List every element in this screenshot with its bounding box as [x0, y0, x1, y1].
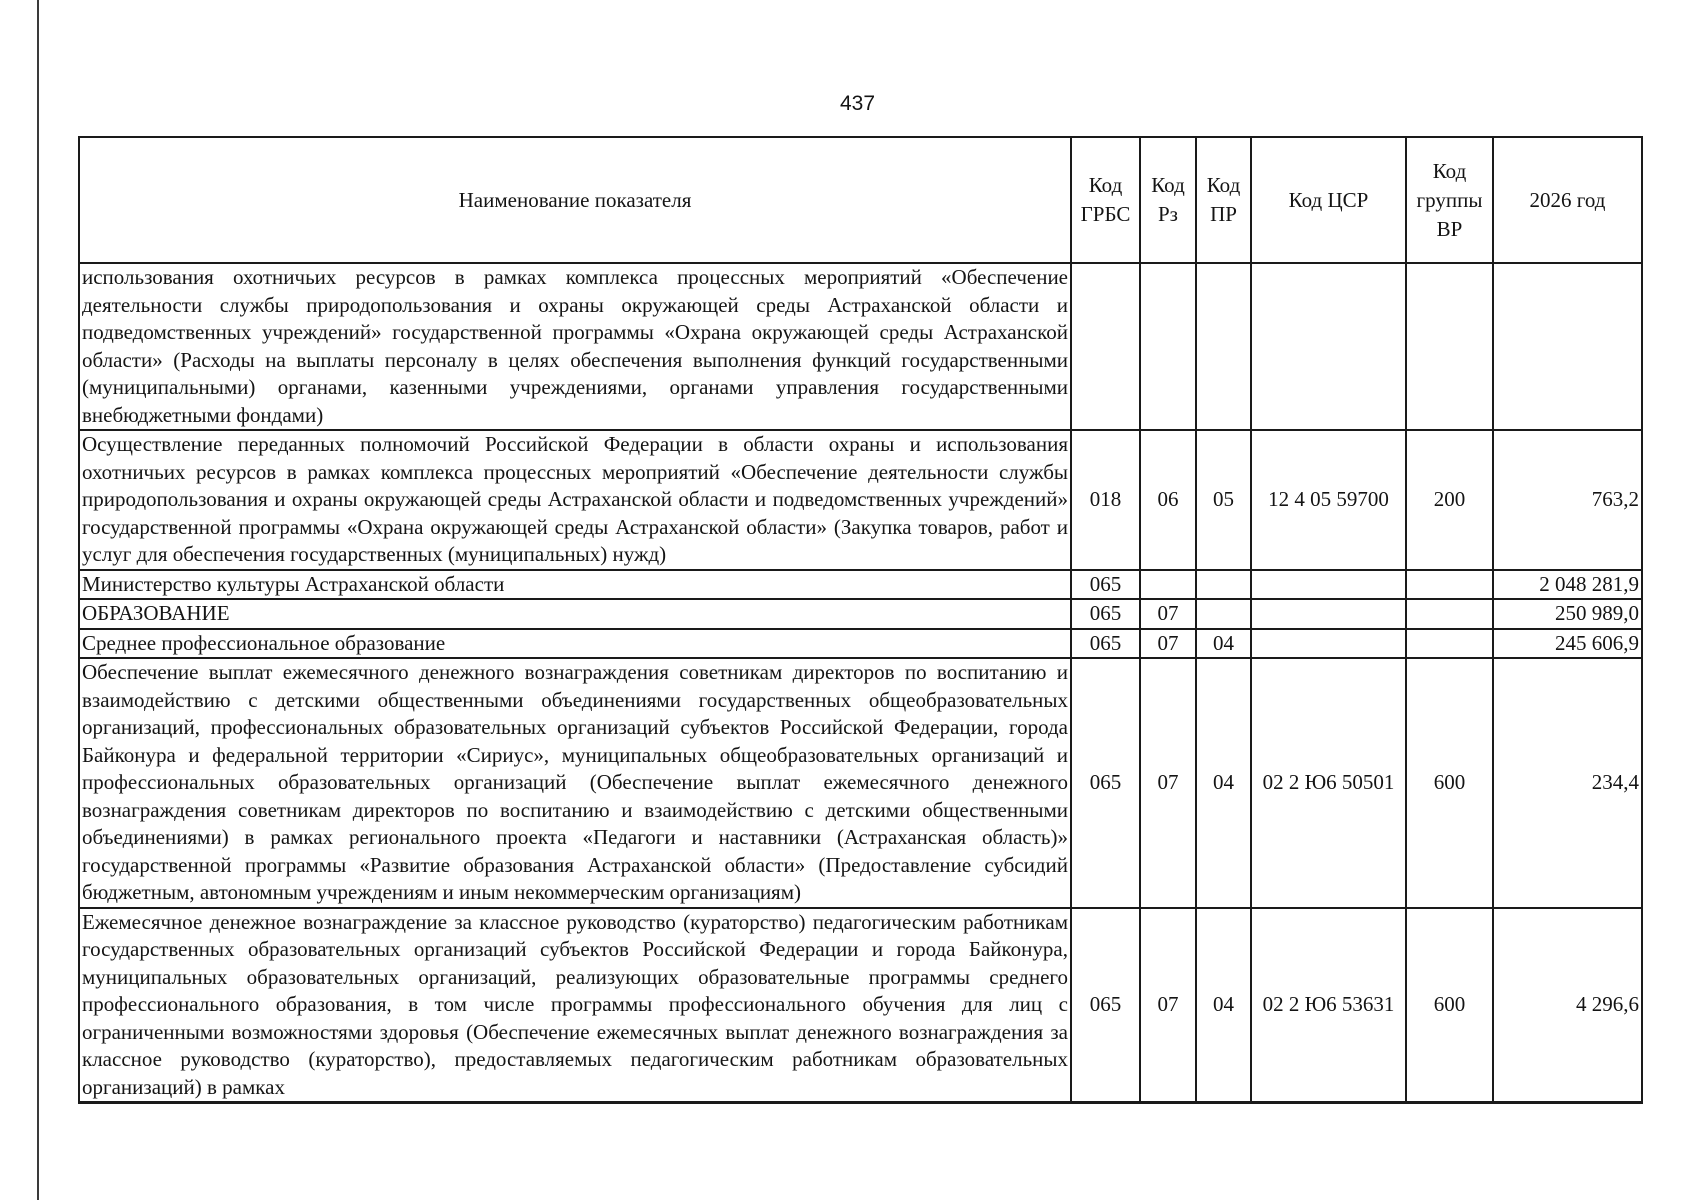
row-csr: 02 2 Ю6 50501 — [1251, 658, 1406, 908]
table-header-row — [79, 137, 1642, 263]
row-name: Среднее профессиональное образование — [79, 629, 1071, 659]
row-pr — [1196, 599, 1251, 629]
row-csr — [1251, 629, 1406, 659]
header-rz: Код Рз — [1140, 137, 1196, 263]
row-rz: 07 — [1140, 658, 1196, 908]
row-pr: 04 — [1196, 629, 1251, 659]
header-vr: Код группы ВР — [1406, 137, 1493, 263]
row-pr: 05 — [1196, 430, 1251, 570]
row-csr: 12 4 05 59700 — [1251, 430, 1406, 570]
row-pr: 04 — [1196, 908, 1251, 1103]
row-amount: 4 296,6 — [1493, 908, 1642, 1103]
row-name: ОБРАЗОВАНИЕ — [79, 599, 1071, 629]
header-pr: Код ПР — [1196, 137, 1251, 263]
row-rz: 06 — [1140, 430, 1196, 570]
row-vr — [1406, 629, 1493, 659]
row-name: Обеспечение выплат ежемесячного денежного вознаграждения советникам директоров по воспитанию и взаимодействию с детскими общественными объединениями государственных общеобразовательных организаций, профессиональных образовательных организаций субъектов Российской Федерации, города Байконура и федеральной территории «Сириус», муниципальных общеобразовательных организаций и профессиональных образовательных организаций (Обеспечение выплат ежемесячного денежного вознаграждения советникам директоров по воспитанию и взаимодействию с детскими общественными объединениями) в рамках регионального проекта «Педагоги и наставники (Астраханская область)» государственной программы «Развитие образования Астраханской области» (Предоставление субсидий бюджетным, автономным учреждениям и иным некоммерческим организациям) — [79, 658, 1071, 908]
row-grbs: 065 — [1071, 570, 1140, 600]
row-vr — [1406, 263, 1493, 430]
row-vr — [1406, 599, 1493, 629]
row-pr — [1196, 263, 1251, 430]
table-row — [79, 570, 1642, 600]
table-row — [79, 629, 1642, 659]
table-row — [79, 599, 1642, 629]
row-amount — [1493, 263, 1642, 430]
table-row — [79, 430, 1642, 570]
row-amount: 250 989,0 — [1493, 599, 1642, 629]
row-rz — [1140, 263, 1196, 430]
row-rz — [1140, 570, 1196, 600]
header-csr: Код ЦСР — [1251, 137, 1406, 263]
row-rz: 07 — [1140, 599, 1196, 629]
table-row — [79, 263, 1642, 430]
row-amount: 234,4 — [1493, 658, 1642, 908]
row-name: Ежемесячное денежное вознаграждение за классное руководство (кураторство) педагогическим работникам государственных образовательных организаций субъектов Российской Федерации и города Байконура, муниципальных образовательных организаций, реализующих образовательные программы среднего профессионального образования, в том числе программы профессионального обучения для лиц с ограниченными возможностями здоровья (Обеспечение ежемесячных выплат денежного вознаграждения за классное руководство (кураторство), предоставляемых педагогическим работникам образовательных организаций) в рамках — [79, 908, 1071, 1103]
budget-table — [78, 136, 1643, 1104]
header-grbs: Код ГРБС — [1071, 137, 1140, 263]
row-csr: 02 2 Ю6 53631 — [1251, 908, 1406, 1103]
row-rz: 07 — [1140, 629, 1196, 659]
page-number: 437 — [839, 92, 876, 115]
row-name: Министерство культуры Астраханской области — [79, 570, 1071, 600]
header-year: 2026 год — [1493, 137, 1642, 263]
row-grbs: 065 — [1071, 599, 1140, 629]
row-grbs — [1071, 263, 1140, 430]
row-pr: 04 — [1196, 658, 1251, 908]
row-grbs: 065 — [1071, 658, 1140, 908]
row-vr — [1406, 570, 1493, 600]
row-name: Осуществление переданных полномочий Российской Федерации в области охраны и использования охотничьих ресурсов в рамках комплекса процессных мероприятий «Обеспечение деятельности службы природопользования и охраны окружающей среды Астраханской области и подведомственных учреждений» государственной программы «Охрана окружающей среды Астраханской области» (Закупка товаров, работ и услуг для обеспечения государственных (муниципальных) нужд) — [79, 430, 1071, 570]
row-vr: 600 — [1406, 908, 1493, 1103]
row-grbs: 018 — [1071, 430, 1140, 570]
row-amount: 245 606,9 — [1493, 629, 1642, 659]
table-row — [79, 908, 1642, 1103]
left-margin-line — [37, 0, 39, 1200]
row-amount: 2 048 281,9 — [1493, 570, 1642, 600]
row-csr — [1251, 570, 1406, 600]
row-grbs: 065 — [1071, 629, 1140, 659]
row-csr — [1251, 263, 1406, 430]
row-pr — [1196, 570, 1251, 600]
row-vr: 600 — [1406, 658, 1493, 908]
header-name: Наименование показателя — [79, 137, 1071, 263]
row-csr — [1251, 599, 1406, 629]
row-amount: 763,2 — [1493, 430, 1642, 570]
row-vr: 200 — [1406, 430, 1493, 570]
row-name: использования охотничьих ресурсов в рамках комплекса процессных мероприятий «Обеспечение деятельности службы природопользования и охраны окружающей среды Астраханской области и подведомственных учреждений» государственной программы «Охрана окружающей среды Астраханской области» (Расходы на выплаты персоналу в целях обеспечения выполнения функций государственными (муниципальными) органами, казенными учреждениями, органами управления государственными внебюджетными фондами) — [79, 263, 1071, 430]
row-rz: 07 — [1140, 908, 1196, 1103]
table-row — [79, 658, 1642, 908]
row-grbs: 065 — [1071, 908, 1140, 1103]
